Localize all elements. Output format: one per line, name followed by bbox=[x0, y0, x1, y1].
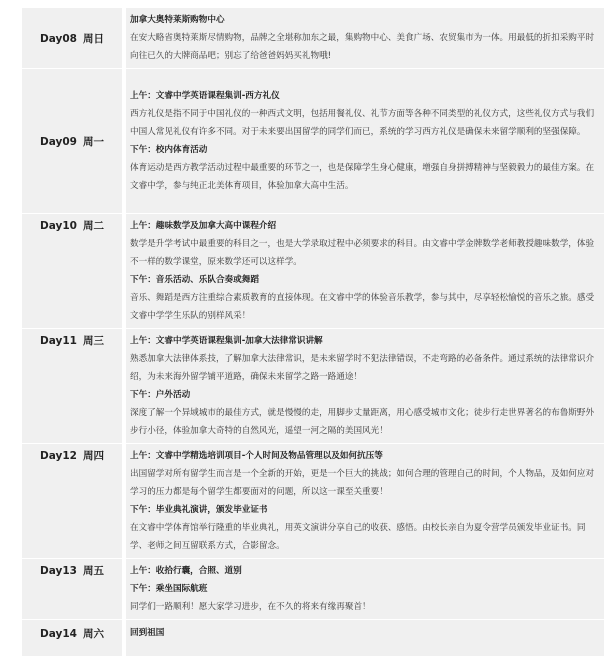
activity-cell bbox=[126, 620, 604, 657]
itinerary-row bbox=[22, 559, 604, 620]
activity-title: 上午：文睿中学英语课程集训-加拿大法律常识讲解 bbox=[130, 336, 323, 346]
day-label: Day14 bbox=[40, 628, 77, 640]
day-cell bbox=[22, 329, 122, 444]
day-cell bbox=[22, 214, 122, 329]
activity-title: 下午：户外活动 bbox=[130, 390, 191, 400]
day-label: Day09 bbox=[40, 135, 77, 148]
activity-description: 体育运动是西方教学活动过程中最重要的环节之一，也是保障学生身心健康，增强自身拼搏精神与坚毅毅力的最佳方案。在文睿中学，参与纯正北美体育项目，体验加拿大高中生活。 bbox=[130, 163, 595, 191]
itinerary-row bbox=[22, 8, 604, 69]
activity-description: 出国留学对所有留学生而言是一个全新的开始，更是一个巨大的挑战；如何合理的管理自己的时间，个人物品，及如何应对学习的压力都是每个留学生都要面对的问题，所以这一课至关重要！ bbox=[130, 469, 595, 497]
activity-description: 在文睿中学体育馆举行隆重的毕业典礼，用英文演讲分享自己的收获、感悟。由校长亲自为夏令营学员颁发毕业证书。同学、老师之间互留联系方式，合影留念。 bbox=[130, 523, 586, 551]
day-cell bbox=[22, 8, 122, 69]
activity-description: 音乐、舞蹈是西方注重综合素质教育的直接体现。在文睿中学的体验音乐教学，参与其中，尽享轻松愉悦的音乐之旅。感受文睿中学学生乐队的别样风采！ bbox=[130, 293, 595, 321]
weekday-label: 周六 bbox=[82, 628, 104, 640]
weekday-label: 周二 bbox=[82, 220, 104, 232]
day-label: Day08 bbox=[40, 32, 77, 45]
activity-cell bbox=[126, 329, 604, 444]
weekday-label: 周五 bbox=[82, 565, 104, 577]
activity-title: 下午：音乐活动、乐队合奏或舞蹈 bbox=[130, 275, 259, 285]
activity-cell bbox=[126, 559, 604, 620]
activity-title: 上午：趣味数学及加拿大高中课程介绍 bbox=[130, 221, 277, 231]
activity-cell bbox=[126, 69, 604, 214]
activity-cell bbox=[126, 8, 604, 69]
itinerary-row bbox=[22, 69, 604, 214]
activity-title: 下午：毕业典礼演讲，颁发毕业证书 bbox=[130, 505, 268, 515]
activity-description: 在安大略省奥特莱斯尽情购物，品牌之全堪称加东之最，集购物中心、美食广场、农贸集市为一体。用最低的折扣采购平时向往已久的大牌商品吧；别忘了给爸爸妈妈买礼物哦! bbox=[130, 33, 595, 61]
day-label: Day11 bbox=[40, 335, 77, 347]
activity-title: 下午：乘坐国际航班 bbox=[130, 584, 208, 594]
weekday-label: 周三 bbox=[82, 335, 104, 347]
day-cell bbox=[22, 620, 122, 657]
day-label: Day12 bbox=[40, 450, 77, 462]
weekday-label: 周日 bbox=[82, 32, 104, 45]
itinerary-row bbox=[22, 620, 604, 657]
activity-description: 熟悉加拿大法律体系技，了解加拿大法律常识，是未来留学时不犯法律错误，不走弯路的必备条件。通过系统的法律常识介绍，为未来海外留学铺平道路，确保未来留学之路一路通途！ bbox=[130, 354, 595, 382]
activity-cell bbox=[126, 444, 604, 559]
day-cell bbox=[22, 69, 122, 214]
day-cell bbox=[22, 444, 122, 559]
itinerary-table bbox=[22, 8, 604, 657]
itinerary-body bbox=[22, 8, 604, 657]
itinerary-row bbox=[22, 329, 604, 444]
activity-title: 下午：校内体育活动 bbox=[130, 145, 208, 155]
activity-title: 上午：文睿中学精选培训项目-个人时间及物品管理以及如何抗压等 bbox=[130, 451, 383, 461]
weekday-label: 周四 bbox=[82, 450, 104, 462]
activity-description: 数学是升学考试中最重要的科目之一，也是大学录取过程中必须要求的科目。由文睿中学金牌数学老师教授趣味数学，体验不一样的数学课堂，原来数学还可以这样学。 bbox=[130, 239, 595, 267]
day-cell bbox=[22, 559, 122, 620]
activity-cell bbox=[126, 214, 604, 329]
activity-title: 上午：收拾行囊，合照、道别 bbox=[130, 566, 242, 576]
day-label: Day10 bbox=[40, 220, 77, 232]
itinerary-row bbox=[22, 214, 604, 329]
activity-title: 回到祖国 bbox=[130, 628, 165, 638]
activity-title: 加拿大奥特莱斯购物中心 bbox=[130, 15, 225, 25]
activity-description: 同学们一路顺利！愿大家学习进步，在不久的将来有缘再聚首！ bbox=[130, 602, 371, 612]
day-label: Day13 bbox=[40, 565, 77, 577]
activity-title: 上午：文睿中学英语课程集训-西方礼仪 bbox=[130, 91, 280, 101]
activity-description: 西方礼仪是指不同于中国礼仪的一种西式文明，包括用餐礼仪、礼节方面等各种不同类型的礼仪方式，这些礼仪方式与我们中国人常见礼仪有许多不同。对于未来要出国留学的同学们而已，系统的学习西方礼仪是确保未来留学顺利的坚强保障。 bbox=[130, 109, 595, 137]
activity-description: 深度了解一个异域城市的最佳方式，就是慢慢的走，用脚步丈量距离，用心感受城市文化；徒步行走世界著名的布鲁斯野外步行小径，体验加拿大奇特的自然风光，遥望一河之隔的美国风光！ bbox=[130, 408, 595, 436]
itinerary-row bbox=[22, 444, 604, 559]
weekday-label: 周一 bbox=[82, 135, 104, 148]
